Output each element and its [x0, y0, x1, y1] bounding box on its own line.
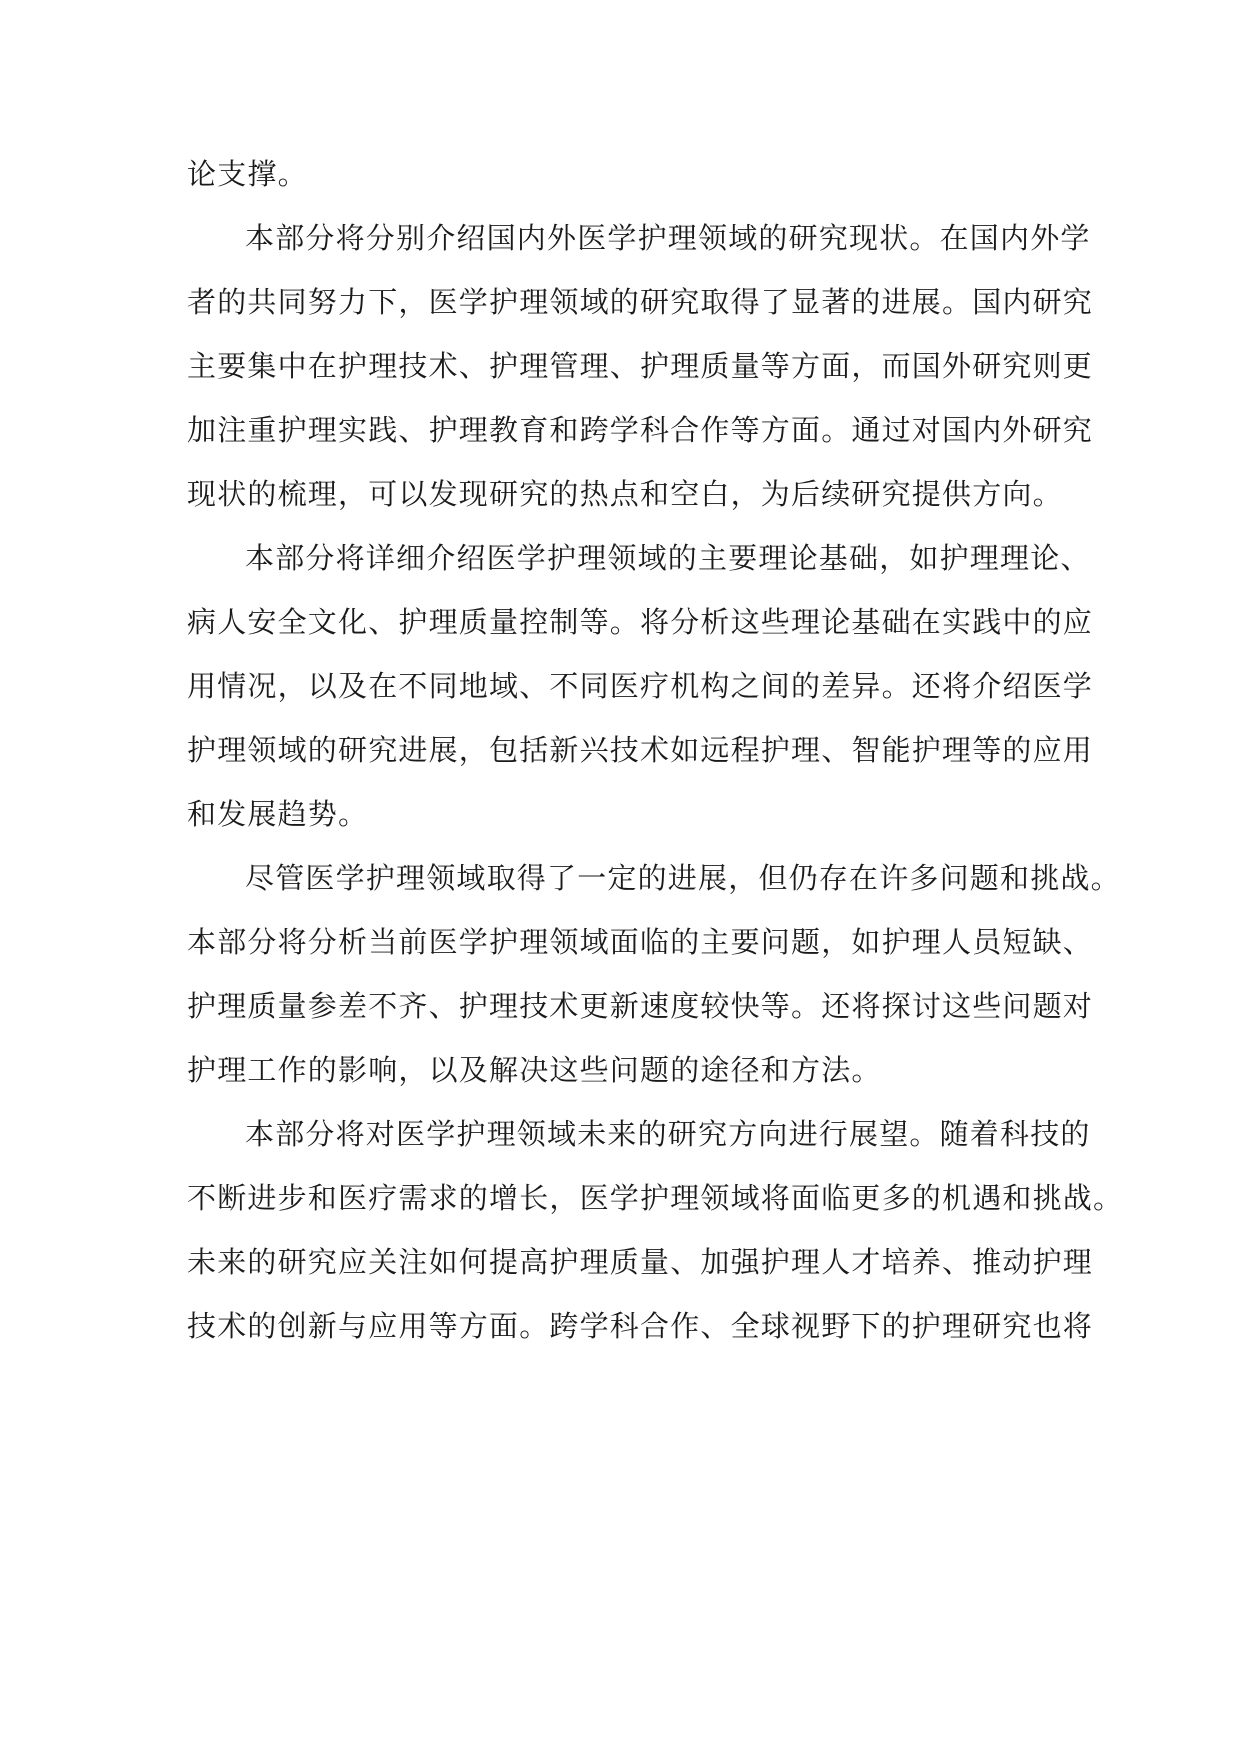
text-line: 本部分将详细介绍医学护理领域的主要理论基础，如护理理论、: [245, 541, 1091, 575]
text-line: 护理工作的影响，以及解决这些问题的途径和方法。: [187, 1053, 882, 1087]
text-line: 不断进步和医疗需求的增长，医学护理领域将面临更多的机遇和挑战。: [187, 1181, 1124, 1215]
text-line: 本部分将分别介绍国内外医学护理领域的研究现状。在国内外学: [245, 221, 1091, 255]
paragraph-2: [187, 526, 1094, 846]
paragraph-1: [187, 206, 1094, 526]
text-line: 病人安全文化、护理质量控制等。将分析这些理论基础在实践中的应: [187, 605, 1094, 639]
text-line: 加注重护理实践、护理教育和跨学科合作等方面。通过对国内外研究: [187, 413, 1094, 447]
text-line: 技术的创新与应用等方面。跨学科合作、全球视野下的护理研究也将: [187, 1309, 1094, 1343]
text-line: 和发展趋势。: [187, 797, 369, 831]
paragraph-0: [187, 142, 1055, 206]
text-line: 用情况，以及在不同地域、不同医疗机构之间的差异。还将介绍医学: [187, 669, 1094, 703]
text-line: 主要集中在护理技术、护理管理、护理质量等方面，而国外研究则更: [187, 349, 1094, 383]
text-line: 本部分将分析当前医学护理领域面临的主要问题，如护理人员短缺、: [187, 925, 1094, 959]
text-line: 未来的研究应关注如何提高护理质量、加强护理人才培养、推动护理: [187, 1245, 1094, 1279]
paragraph-4: [187, 1102, 1124, 1358]
paragraph-3: [187, 846, 1121, 1102]
text-line: 尽管医学护理领域取得了一定的进展，但仍存在许多问题和挑战。: [245, 861, 1121, 895]
text-line: 者的共同努力下，医学护理领域的研究取得了显著的进展。国内研究: [187, 285, 1094, 319]
text-line: 护理领域的研究进展，包括新兴技术如远程护理、智能护理等的应用: [187, 733, 1094, 767]
document-body: [187, 142, 1124, 1358]
text-line: 论支撑。: [187, 157, 308, 191]
text-line: 本部分将对医学护理领域未来的研究方向进行展望。随着科技的: [245, 1117, 1091, 1151]
text-line: 护理质量参差不齐、护理技术更新速度较快等。还将探讨这些问题对: [187, 989, 1094, 1023]
text-line: 现状的梳理，可以发现研究的热点和空白，为后续研究提供方向。: [187, 477, 1063, 511]
